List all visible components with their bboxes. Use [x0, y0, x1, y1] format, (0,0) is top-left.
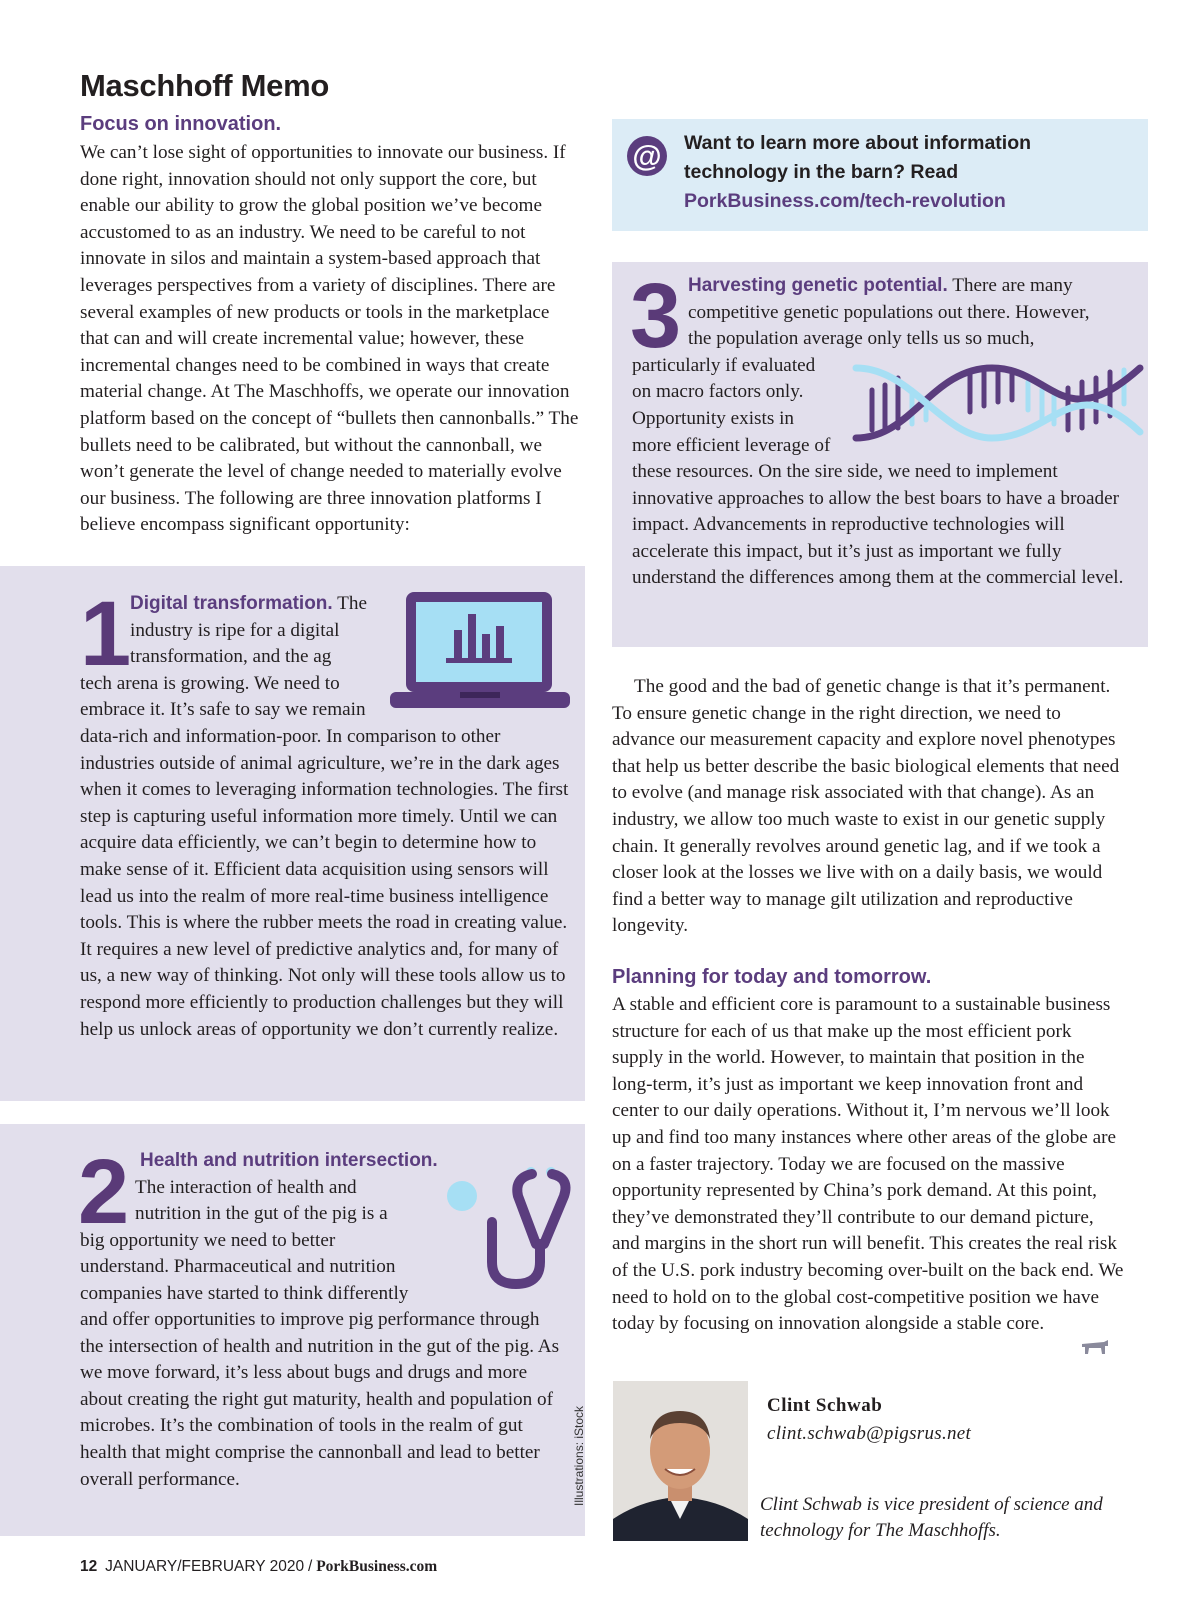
platform-2-heading: Health and nutrition intersection.: [140, 1150, 438, 1171]
platform-3-heading: Harvesting genetic potential.: [688, 275, 948, 296]
platform-1-heading: Digital transformation.: [130, 593, 333, 614]
platform-1-intro: Digital transformation. The industry is ripe for a digital transformation, and the ag tech arena is growing. We need to embrace it. It’s safe to say we remain: [80, 593, 367, 721]
platform-2-body: and offer opportunities to improve pig performance through the intersection of health and nutrition in the gut of the pig. As we move forward, it’s less about bugs and drugs and more about creating the right gut maturity, health and population of microbes. It’s the combination of tools in the realm of gut health that might comprise the cannonball and lead to better overall performance.: [80, 1309, 560, 1490]
svg-text:@: @: [632, 140, 662, 173]
issue-date: JANUARY/FEBRUARY 2020: [105, 1558, 305, 1575]
author-name: Clint Schwab: [767, 1395, 883, 1416]
illustration-credit: Illustrations: iStock: [572, 1405, 586, 1506]
footer-separator: /: [308, 1558, 313, 1575]
footer-site[interactable]: PorkBusiness.com: [316, 1558, 438, 1575]
at-icon: [626, 135, 668, 177]
platform-3-number: 3: [630, 265, 682, 367]
page-number: 12: [80, 1558, 98, 1575]
platform-1-body: data-rich and information-poor. In comparison to other industries outside of animal agriculture, we’re in the dark ages when it comes to leveraging information technologies. The first step is capturing useful information more timely. Until we can acquire data efficiently, we can’t begin to determine how to make sense of it. Efficient data acquisition using sensors will lead us into the realm of more real-time business intelligence tools. This is where the rubber meets the road in creating value. It requires a new level of predictive analytics and, for many of us, a new way of thinking. Not only will these tools allow us to respond more efficiently to production challenges but they will help us unlock areas of opportunity we don’t currently realize.: [80, 726, 569, 1040]
platform-3-intro: Harvesting genetic potential. There are many competitive genetic populations out there. However, the population average only tells us so much, particularly if evaluated on macro factors only. Opportunity exists in more efficient leverage of: [632, 275, 1090, 456]
callout-line-2: technology in the barn? Read: [684, 161, 959, 183]
intro-paragraph: We can’t lose sight of opportunities to innovate our business. If done right, innovation should not only support the core, but enable our ability to grow the global position we’ve become accustomed to as an industry. We need to be careful to not innovate in silos and maintain a system-based approach that leverages perspectives from a variety of disciplines. There are several examples of new products or tools in the marketplace that can and will create incremental value; however, these incremental changes need to be combined in ways that create material change. At The Maschhoffs, we operate our innovation platform based on the concept of “bullets then cannonballs.” The bullets need to be calibrated, but without the cannonball, we won’t generate the level of change needed to materially evolve our business. The following are three innovation platforms I believe encompass significant opportunity:: [80, 142, 579, 536]
platform-2-intro: Health and nutrition intersection. The interaction of health and nutrition in the gut of the pig is a big opportunity we need to better understand. Pharmaceutical and nutrition companies have started to think differently: [80, 1150, 438, 1304]
author-email[interactable]: clint.schwab@pigsrus.net: [767, 1423, 972, 1444]
genetics-paragraph: The good and the bad of genetic change is that it’s permanent. To ensure genetic change in the right direction, we need to advance our measurement capacity and explore novel phenotypes that help us better describe the basic biological elements that need to evolve (and manage risk associated with that change). As an industry, we allow too much waste to exist in our genetic supply chain. It generally revolves around genetic lag, and if we took a closer look at the losses we live with on a daily basis, we would find a better way to manage gilt utilization and reproductive longevity.: [612, 676, 1120, 937]
dna-icon: [852, 360, 1144, 446]
laptop-chart-icon: [390, 588, 570, 714]
author-photo: [613, 1381, 748, 1541]
callout-box: [612, 119, 1148, 231]
stethoscope-icon: [444, 1166, 574, 1290]
platform-2-number: 2: [78, 1141, 130, 1243]
section-subtitle: Focus on innovation.: [80, 113, 282, 135]
callout-link[interactable]: PorkBusiness.com/tech-revolution: [684, 190, 1006, 212]
pig-icon: [1080, 1338, 1110, 1356]
planning-body: A stable and efficient core is paramount to a sustainable business structure for each of us that make up the most efficient pork supply in the world. However, to maintain that position in the long-term, it’s just as important we keep innovation front and center to our daily operations. Without it, I’m nervous we’ll look up and find too many instances where other areas of the globe are on a faster trajectory. Today we are focused on the massive opportunity represented by China’s pork demand. At this point, they’ve demonstrated they’ll contribute to our demand picture, and margins in the short run will benefit. This creates the real risk of the U.S. pork industry becoming over-built on the back end. We need to hold on to the global cost-competitive position we have today by focusing on innovation alongside a stable core.: [612, 994, 1124, 1335]
platform-3-body: these resources. On the sire side, we need to implement innovative approaches to allow the best boars to have a broader impact. Advancements in reproductive technologies will accelerate this impact, but it’s just as important we fully understand the differences among them at the commercial level.: [632, 461, 1124, 589]
planning-heading: Planning for today and tomorrow.: [612, 966, 932, 988]
author-bio: Clint Schwab is vice president of science and technology for The Maschhoffs.: [760, 1494, 1103, 1541]
callout-line-1: Want to learn more about information: [684, 132, 1032, 154]
page-title: Maschhoff Memo: [80, 68, 329, 103]
platform-1-number: 1: [80, 583, 132, 685]
footer: [80, 1558, 437, 1576]
